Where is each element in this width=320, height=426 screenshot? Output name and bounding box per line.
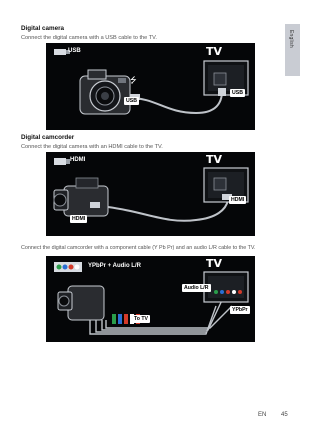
component-drawing [46,256,255,342]
section-heading-camera: Digital camera [21,25,65,32]
device-tag-usb: USB [126,98,137,104]
tv-label-camcorder: TV [206,153,223,166]
tv-label-camera: TV [206,45,223,58]
panel-label-hdmi: HDMI [70,157,86,163]
section-text-component: Connect the digital camcorder with a component cable (Y Pb Pr) and an audio L/R cable to the TV. [21,245,256,251]
camcorder-hdmi-drawing [46,152,255,236]
diagram-camcorder-hdmi [46,152,255,236]
section-heading-camcorder: Digital camcorder [21,134,75,141]
device-tag-hdmi: HDMI [72,216,86,222]
section-text-camcorder: Connect the digital camera with an HDMI cable to the TV. [21,144,163,150]
to-tv-tag: To TV [134,316,149,322]
language-tab-label: English [288,30,294,48]
digital-camera-icon [80,70,130,114]
page-number: 45 [281,412,288,418]
panel-label-ypbpr-audio: YPbPr + Audio L/R [88,263,141,269]
footer-language: EN [258,412,267,418]
tv-tag-hdmi: HDMI [231,197,245,203]
diagram-component-ypbpr [46,256,255,342]
tv-label-component: TV [206,257,223,270]
rca-connectors-icon [54,262,82,272]
camcorder-icon [54,178,108,216]
svg-text:⭍: ⭍ [130,76,137,85]
tv-tag-usb: USB [232,90,243,96]
diagram-camera-usb [46,43,255,130]
tv-icon [204,272,248,302]
language-tab [285,24,300,76]
hdmi-plug-icon [54,158,66,165]
audio-tag: Audio L/R [184,285,209,291]
usb-plug-icon [54,49,66,55]
panel-label-usb: USB [68,48,81,54]
camcorder-icon [58,286,104,320]
camera-usb-drawing [46,43,255,130]
section-text-camera: Connect the digital camera with a USB cable to the TV. [21,35,157,41]
ypbpr-tag: YPbPr [232,307,248,313]
